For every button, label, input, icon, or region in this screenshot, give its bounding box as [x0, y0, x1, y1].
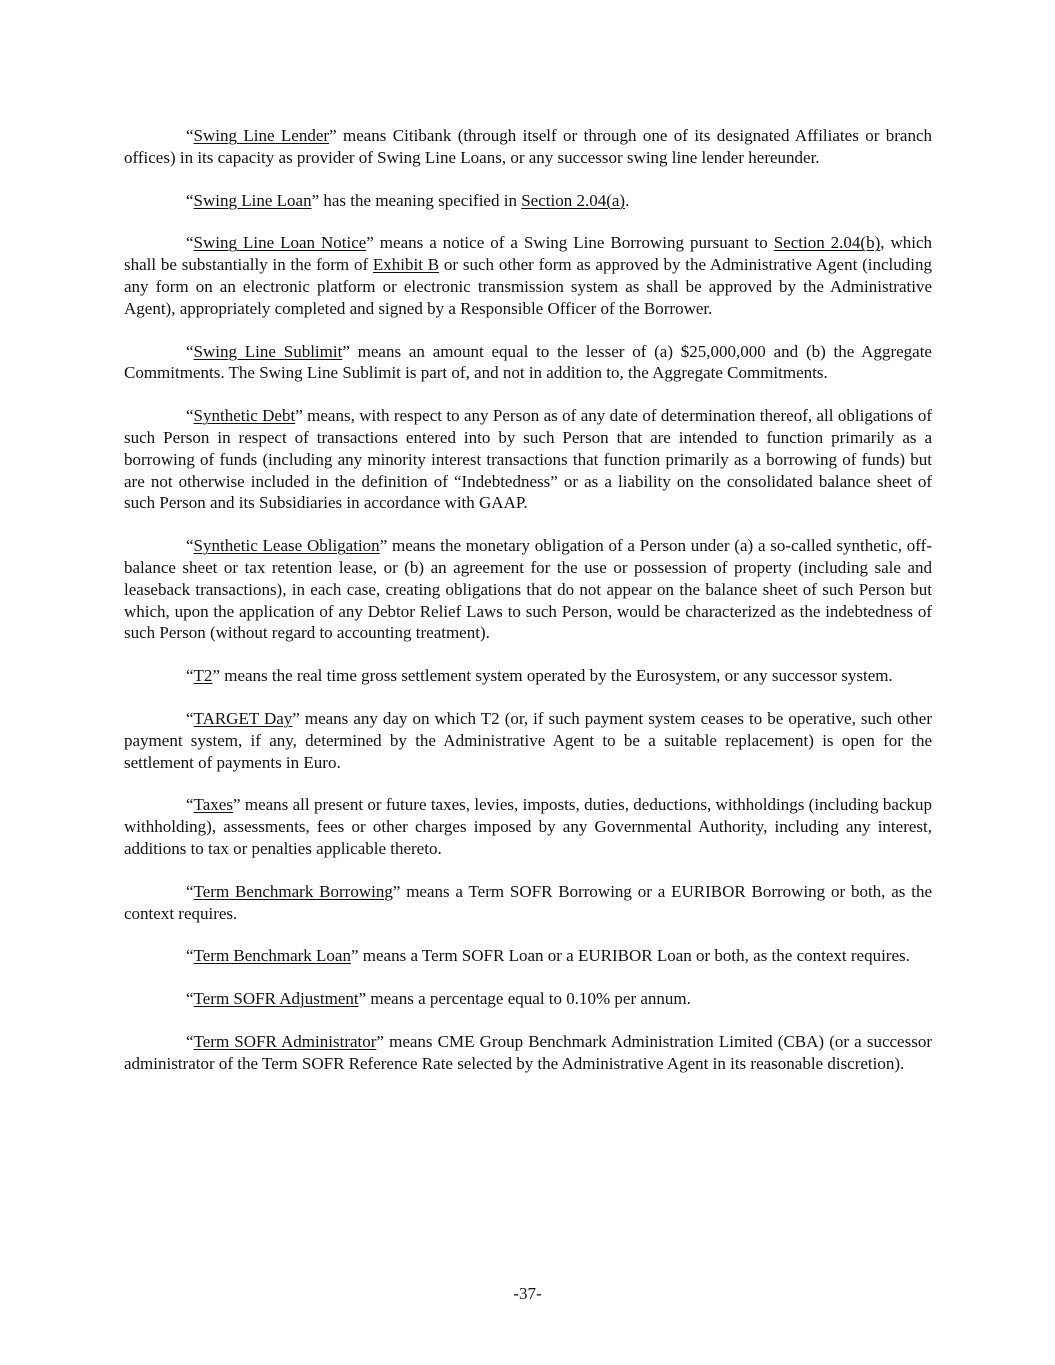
definition-text: ” has the meaning specified in — [311, 190, 522, 210]
definition-paragraph — [124, 665, 932, 687]
page-number: -37- — [513, 1284, 542, 1303]
definition-text: “ — [186, 881, 194, 901]
definition-paragraph — [124, 945, 932, 967]
definition-text: “ — [186, 989, 194, 1009]
definition-text: “ — [186, 708, 194, 728]
definition-text: ” means an amount equal to the lesser of (a) $25,000,000 and (b) the Aggregate Commitments. The Swing Line Sublimit is part of, and not in addition to, the Aggregate Commitments. — [124, 341, 932, 383]
definition-paragraph — [124, 232, 932, 319]
definition-text: “ — [186, 341, 194, 361]
definition-text: ” means CME Group Benchmark Administration Limited (CBA) (or a successor administrator of the Term SOFR Reference Rate selected by the Administrative Agent in its reasonable discretion). — [124, 1031, 932, 1073]
definition-paragraph — [124, 988, 932, 1010]
defined-term: Swing Line Loan Notice — [193, 233, 367, 253]
defined-term: Term SOFR Administrator — [193, 1031, 377, 1051]
definition-paragraph — [124, 881, 932, 925]
defined-term: Term Benchmark Loan — [193, 946, 351, 966]
definition-paragraph — [124, 341, 932, 385]
definition-paragraph — [124, 535, 932, 644]
definition-text: “ — [186, 233, 194, 253]
definition-paragraph — [124, 794, 932, 859]
defined-term: Taxes — [193, 795, 233, 815]
defined-term: Synthetic Debt — [193, 406, 296, 426]
definition-text: ” means the real time gross settlement system operated by the Eurosystem, or any successor system. — [212, 666, 893, 686]
defined-term: Term SOFR Adjustment — [193, 989, 359, 1009]
defined-term: Synthetic Lease Obligation — [193, 536, 380, 556]
definition-text: , which shall be substantially in the form of — [124, 233, 932, 275]
definition-text: “ — [186, 795, 194, 815]
definition-text: “ — [186, 126, 194, 145]
cross-reference: Section 2.04(a) — [521, 190, 626, 210]
definition-text: ” means a percentage equal to 0.10% per annum. — [358, 989, 691, 1009]
defined-term: Swing Line Sublimit — [193, 341, 343, 361]
cross-reference: Section 2.04(b) — [773, 233, 881, 253]
definition-text: “ — [186, 190, 194, 210]
definition-text: ” means a Term SOFR Loan or a EURIBOR Loan or both, as the context requires. — [350, 946, 910, 966]
defined-term: Swing Line Lender — [193, 126, 330, 145]
definition-text: “ — [186, 406, 194, 426]
definition-text: ” means any day on which T2 (or, if such payment system ceases to be operative, such other payment system, if any, determined by the Administrative Agent to be a suitable replacement) is open for the settlement of payments in Euro. — [124, 708, 932, 772]
definition-text: “ — [186, 1031, 194, 1051]
definition-text: or such other form as approved by the Administrative Agent (including any form on an electronic platform or electronic transmission system as shall be approved by the Administrative Agent), appropriately completed and signed by a Responsible Officer of the Borrower. — [124, 255, 932, 318]
definition-text: ” means all present or future taxes, levies, imposts, duties, deductions, withholdings (including backup withholding), assessments, fees or other charges imposed by any Governmental Authority, including any interest, additions to tax or penalties applicable thereto. — [124, 795, 932, 858]
definition-paragraph — [124, 190, 932, 212]
definition-paragraph — [124, 125, 932, 169]
definition-paragraph — [124, 405, 932, 514]
definition-text: “ — [186, 536, 194, 556]
defined-term: TARGET Day — [193, 708, 293, 728]
definition-text: “ — [186, 666, 194, 686]
definition-text: ” means, with respect to any Person as of any date of determination thereof, all obligations of such Person in respect of transactions entered into by such Person that are intended to function primarily as a borrowing of funds (including any minority interest transactions that function primarily as a borrowing of funds) but are not otherwise included in the definition of “Indebtedness” or as a liability on the consolidated balance sheet of such Person and its Subsidiaries in accordance with GAAP. — [124, 406, 932, 513]
cross-reference: Exhibit B — [372, 255, 440, 275]
document-body — [124, 125, 932, 1096]
defined-term: Swing Line Loan — [193, 190, 312, 210]
definition-text: ” means a Term SOFR Borrowing or a EURIBOR Borrowing or both, as the context requires. — [124, 881, 932, 923]
definition-text: “ — [186, 946, 194, 966]
definition-text: ” means Citibank (through itself or through one of its designated Affiliates or branch offices) in its capacity as provider of Swing Line Loans, or any successor swing line lender hereunder. — [124, 126, 932, 167]
definition-text: . — [625, 190, 630, 210]
defined-term: Term Benchmark Borrowing — [193, 881, 393, 901]
definition-text: ” means a notice of a Swing Line Borrowing pursuant to — [366, 233, 774, 253]
definition-paragraph — [124, 708, 932, 773]
defined-term: T2 — [193, 666, 213, 686]
definition-text: ” means the monetary obligation of a Person under (a) a so-called synthetic, off-balance sheet or tax retention lease, or (b) an agreement for the use or possession of property (including sale and leaseback transactions), in each case, creating obligations that do not appear on the balance sheet of such Person but which, upon the application of any Debtor Relief Laws to such Person, would be characterized as the indebtedness of such Person (without regard to accounting treatment). — [124, 536, 932, 643]
definition-paragraph — [124, 1031, 932, 1075]
